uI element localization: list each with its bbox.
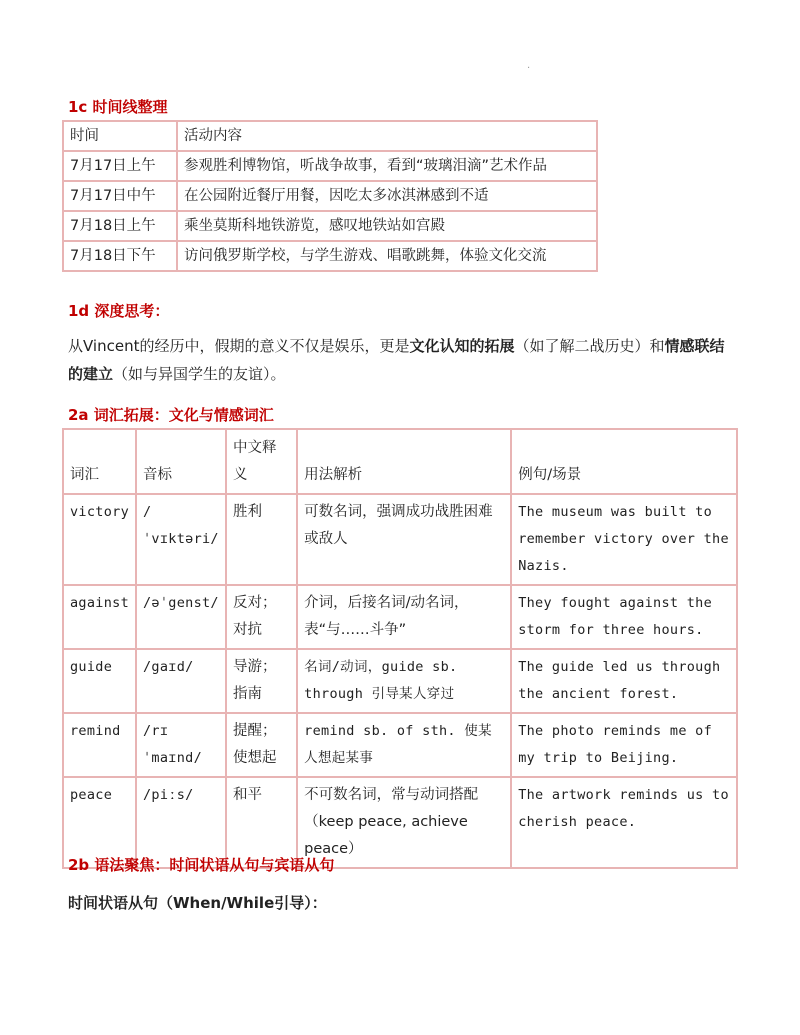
meaning-cell: 和平 [226,777,297,868]
section-2b-subtitle: 时间状语从句（When/While引导）： [68,894,327,912]
table-row [63,151,597,181]
header-cell: 活动内容 [177,121,597,151]
reflection-text: （如与异国学生的友谊）。 [113,365,286,383]
reflection-text: 从Vincent的经历中，假期的意义不仅是娱乐，更是 [68,337,410,355]
phonetic-cell: /piːs/ [136,777,226,868]
header-cell: 中文释义 [226,429,297,494]
reflection-text: （如了解二战历史）和 [514,337,665,355]
usage-cell: 可数名词，强调成功战胜困难或敌人 [297,494,511,585]
phonetic-cell: /rɪˈmaɪnd/ [136,713,226,777]
table-row [63,713,737,777]
section-1d-title: 1d 深度思考： [68,302,170,320]
timeline-table [62,120,598,272]
section-2a-title: 2a 词汇拓展：文化与情感词汇 [68,406,274,424]
header-cell: 用法解析 [297,429,511,494]
phonetic-cell: /əˈgenst/ [136,585,226,649]
activity-cell: 乘坐莫斯科地铁游览，感叹地铁站如宫殿 [177,211,597,241]
header-cell: 例句/场景 [511,429,737,494]
word-cell: against [63,585,136,649]
table-row [63,211,597,241]
example-cell: The artwork reminds us to cherish peace. [511,777,737,868]
word-cell: remind [63,713,136,777]
activity-cell: 访问俄罗斯学校，与学生游戏、唱歌跳舞，体验文化交流 [177,241,597,271]
table-header-row [63,429,737,494]
time-cell: 7月18日下午 [63,241,177,271]
table-row [63,494,737,585]
phonetic-cell: /ˈvɪktəri/ [136,494,226,585]
activity-cell: 在公园附近餐厅用餐，因吃太多冰淇淋感到不适 [177,181,597,211]
usage-cell: remind sb. of sth. 使某人想起某事 [297,713,511,777]
meaning-cell: 胜利 [226,494,297,585]
table-row [63,241,597,271]
table-header-row [63,121,597,151]
example-cell: The museum was built to remember victory over the Nazis. [511,494,737,585]
usage-cell: 不可数名词，常与动词搭配（keep peace, achieve peace） [297,777,511,868]
word-cell: guide [63,649,136,713]
time-cell: 7月17日中午 [63,181,177,211]
word-cell: peace [63,777,136,868]
word-cell: victory [63,494,136,585]
meaning-cell: 提醒；使想起 [226,713,297,777]
section-2b-title: 2b 语法聚焦：时间状语从句与宾语从句 [68,856,335,874]
activity-cell: 参观胜利博物馆，听战争故事，看到“玻璃泪滴”艺术作品 [177,151,597,181]
time-cell: 7月17日上午 [63,151,177,181]
section-1c-title: 1c 时间线整理 [68,98,168,116]
phonetic-cell: /gaɪd/ [136,649,226,713]
example-cell: They fought against the storm for three hours. [511,585,737,649]
table-row [63,585,737,649]
reflection-bold-term: 文化认知的拓展 [409,337,515,355]
header-cell: 音标 [136,429,226,494]
time-cell: 7月18日上午 [63,211,177,241]
meaning-cell: 反对；对抗 [226,585,297,649]
vocabulary-table [62,428,738,869]
table-row [63,181,597,211]
reflection-paragraph [68,332,732,388]
header-cell: 词汇 [63,429,136,494]
header-cell: 时间 [63,121,177,151]
example-cell: The photo reminds me of my trip to Beijing. [511,713,737,777]
reflection-bold-term: 情感联结的建立 [68,337,725,383]
stray-dot: . [527,60,531,71]
usage-cell: 介词，后接名词/动名词，表“与……斗争” [297,585,511,649]
meaning-cell: 导游；指南 [226,649,297,713]
table-row [63,649,737,713]
usage-cell: 名词/动词，guide sb. through 引导某人穿过 [297,649,511,713]
example-cell: The guide led us through the ancient forest. [511,649,737,713]
